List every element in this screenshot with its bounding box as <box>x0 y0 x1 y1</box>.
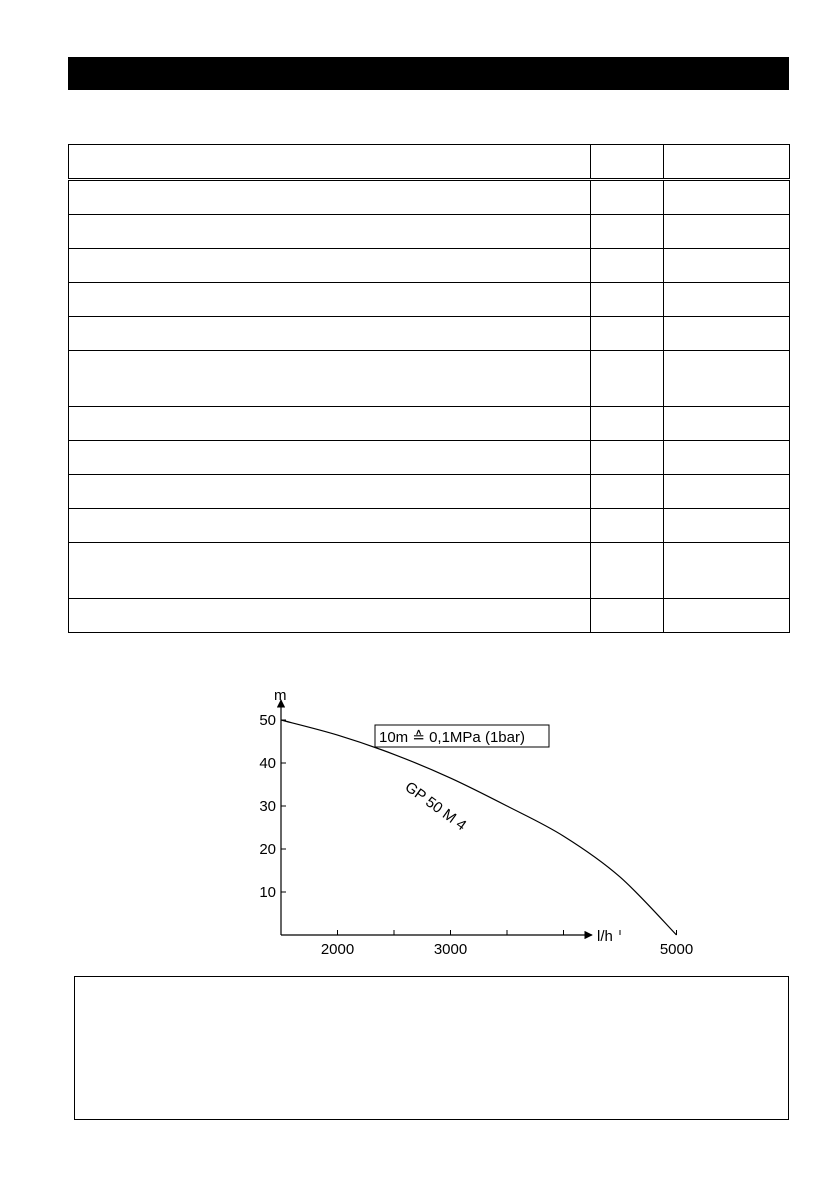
table-cell-unit <box>591 215 664 249</box>
table-cell-parameter <box>69 215 591 249</box>
table-cell-unit <box>591 475 664 509</box>
header-cell-parameter <box>69 145 591 180</box>
pump-performance-chart <box>240 680 694 960</box>
table-cell-parameter <box>69 407 591 441</box>
table-row <box>69 599 790 633</box>
header-cell-value <box>664 145 790 180</box>
table-cell-unit <box>591 351 664 407</box>
table-cell-value <box>664 283 790 317</box>
technical-data-table <box>68 144 790 633</box>
table-cell-value <box>664 317 790 351</box>
table-cell-value <box>664 599 790 633</box>
table-cell-parameter <box>69 317 591 351</box>
table-cell-value <box>664 215 790 249</box>
table-cell-value <box>664 509 790 543</box>
table-row <box>69 407 790 441</box>
series-line-gp-50-m-4 <box>281 720 677 935</box>
table-cell-parameter <box>69 351 591 407</box>
table-cell-parameter <box>69 543 591 599</box>
table-row <box>69 215 790 249</box>
table-row <box>69 441 790 475</box>
table-row <box>69 283 790 317</box>
table-row <box>69 351 790 407</box>
table-cell-unit <box>591 441 664 475</box>
table-cell-parameter <box>69 441 591 475</box>
table-cell-value <box>664 249 790 283</box>
table-cell-parameter <box>69 599 591 633</box>
table-cell-value <box>664 351 790 407</box>
table-row <box>69 317 790 351</box>
table-cell-unit <box>591 509 664 543</box>
x-tick-label: 5000 <box>659 941 694 958</box>
table-cell-unit <box>591 407 664 441</box>
x-tick-label: 2000 <box>320 941 355 958</box>
x-tick-label: 3000 <box>433 941 468 958</box>
y-tick-label: 20 <box>259 841 276 858</box>
table-row <box>69 509 790 543</box>
table-cell-unit <box>591 317 664 351</box>
table-cell-parameter <box>69 180 591 215</box>
table-cell-value <box>664 180 790 215</box>
y-axis-label: m <box>274 687 287 704</box>
table-cell-unit <box>591 543 664 599</box>
table-cell-parameter <box>69 283 591 317</box>
section-header-bar <box>68 57 789 90</box>
y-tick-label: 30 <box>259 798 276 815</box>
note-box <box>74 976 789 1120</box>
table-row <box>69 180 790 215</box>
table-cell-parameter <box>69 509 591 543</box>
table-cell-parameter <box>69 249 591 283</box>
table-cell-parameter <box>69 475 591 509</box>
table-cell-value <box>664 407 790 441</box>
y-tick-label: 10 <box>259 884 276 901</box>
table-cell-unit <box>591 283 664 317</box>
table-header-row <box>69 145 790 180</box>
table-cell-unit <box>591 249 664 283</box>
table-row <box>69 249 790 283</box>
table-cell-value <box>664 475 790 509</box>
series-label-gp-50-m-4: GP 50 M 4 <box>401 778 470 835</box>
table-cell-unit <box>591 599 664 633</box>
x-axis-label: l/h <box>597 928 613 945</box>
table-cell-value <box>664 441 790 475</box>
table-row <box>69 475 790 509</box>
table-cell-unit <box>591 180 664 215</box>
header-cell-unit <box>591 145 664 180</box>
table-row <box>69 543 790 599</box>
unit-note-text: 10m ≙ 0,1MPa (1bar) <box>379 729 525 746</box>
y-tick-label: 40 <box>259 755 276 772</box>
y-tick-label: 50 <box>259 712 276 729</box>
table-cell-value <box>664 543 790 599</box>
